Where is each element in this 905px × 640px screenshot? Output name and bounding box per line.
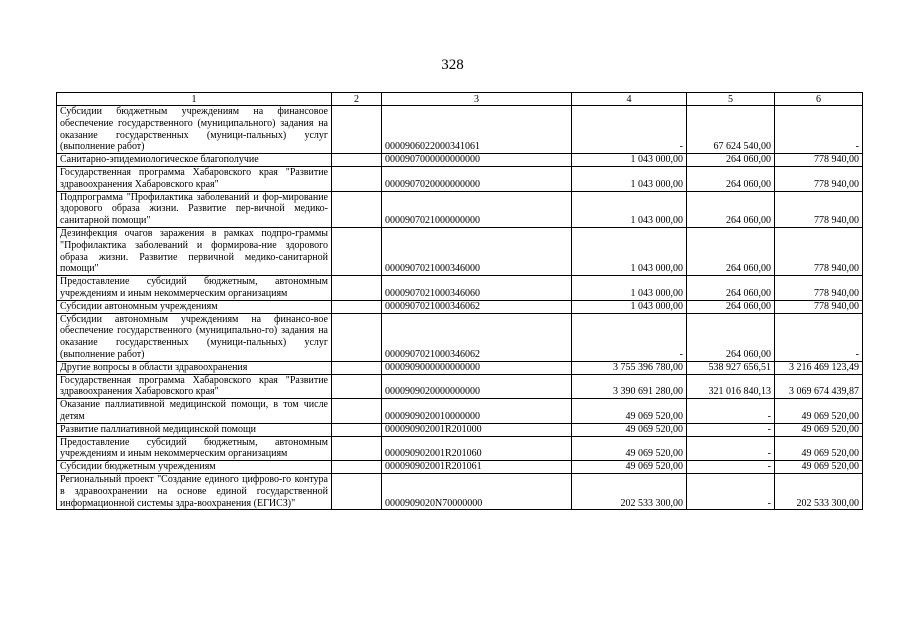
row-col6-value: 202 533 300,00 <box>775 473 863 509</box>
row-code-cell: 000090902001R201061 <box>382 461 572 474</box>
page-number: 328 <box>441 57 464 73</box>
row-col6-value: 778 940,00 <box>775 300 863 313</box>
row-col2-cell <box>332 300 382 313</box>
row-col5-value: - <box>687 461 775 474</box>
row-code-cell: 000090902001R201060 <box>382 436 572 461</box>
table-row <box>57 154 863 167</box>
row-col4-value: 202 533 300,00 <box>572 473 687 509</box>
row-col5-value: 264 060,00 <box>687 154 775 167</box>
row-col4-value: - <box>572 106 687 154</box>
row-name-cell: Региональный проект "Создание единого цифрово-го контура в здравоохранении на основе единой государственной информационной системы здра-воохранения (ЕГИСЗ)" <box>57 473 332 509</box>
row-col2-cell <box>332 399 382 424</box>
row-col6-value: 778 940,00 <box>775 276 863 301</box>
row-col2-cell <box>332 361 382 374</box>
row-col6-value: 49 069 520,00 <box>775 423 863 436</box>
row-col4-value: 49 069 520,00 <box>572 423 687 436</box>
row-col6-value: 778 940,00 <box>775 191 863 227</box>
table-row <box>57 423 863 436</box>
table-row <box>57 313 863 361</box>
row-code-cell: 0000909020000000000 <box>382 374 572 399</box>
row-col5-value: 321 016 840,13 <box>687 374 775 399</box>
row-col4-value: 1 043 000,00 <box>572 166 687 191</box>
row-col6-value: 778 940,00 <box>775 154 863 167</box>
row-col6-value: 778 940,00 <box>775 166 863 191</box>
row-col5-value: 264 060,00 <box>687 227 775 275</box>
row-name-cell: Субсидии автономным учреждениям на финансо-вое обеспечение государственного (муниципально-го) задания на оказание государственных (муници-пальных) услуг (выполнение работ) <box>57 313 332 361</box>
row-col5-value: - <box>687 436 775 461</box>
row-col2-cell <box>332 473 382 509</box>
row-col5-value: 264 060,00 <box>687 166 775 191</box>
row-col6-value: - <box>775 106 863 154</box>
column-header-2: 2 <box>332 93 382 106</box>
row-col2-cell <box>332 191 382 227</box>
row-code-cell: 0000907000000000000 <box>382 154 572 167</box>
row-code-cell: 0000907021000346062 <box>382 313 572 361</box>
row-col5-value: 264 060,00 <box>687 300 775 313</box>
row-code-cell: 0000909020N70000000 <box>382 473 572 509</box>
row-col2-cell <box>332 106 382 154</box>
row-col6-value: 3 069 674 439,87 <box>775 374 863 399</box>
row-name-cell: Предоставление субсидий бюджетным, автономным учреждениям и иным некоммерческим организациям <box>57 276 332 301</box>
column-header-4: 4 <box>572 93 687 106</box>
row-col5-value: - <box>687 423 775 436</box>
row-col4-value: 49 069 520,00 <box>572 436 687 461</box>
row-name-cell: Субсидии автономным учреждениям <box>57 300 332 313</box>
row-name-cell: Подпрограмма "Профилактика заболеваний и фор-мирование здорового образа жизни. Развитие пер-вичной медико-санитарной помощи" <box>57 191 332 227</box>
table-row <box>57 461 863 474</box>
table-row <box>57 276 863 301</box>
row-code-cell: 0000907021000346062 <box>382 300 572 313</box>
row-code-cell: 0000907021000346000 <box>382 227 572 275</box>
row-col5-value: - <box>687 473 775 509</box>
table-row <box>57 473 863 509</box>
table-row <box>57 300 863 313</box>
row-name-cell: Предоставление субсидий бюджетным, автономным учреждениям и иным некоммерческим организациям <box>57 436 332 461</box>
row-col4-value: 49 069 520,00 <box>572 399 687 424</box>
row-col5-value: - <box>687 399 775 424</box>
row-col4-value: 3 755 396 780,00 <box>572 361 687 374</box>
table-row <box>57 106 863 154</box>
table-body <box>57 106 863 510</box>
column-header-5: 5 <box>687 93 775 106</box>
row-col2-cell <box>332 154 382 167</box>
row-col6-value: 49 069 520,00 <box>775 461 863 474</box>
row-name-cell: Другие вопросы в области здравоохранения <box>57 361 332 374</box>
row-col6-value: 49 069 520,00 <box>775 436 863 461</box>
table-row <box>57 191 863 227</box>
row-col2-cell <box>332 166 382 191</box>
row-name-cell: Оказание паллиативной медицинской помощи, в том числе детям <box>57 399 332 424</box>
row-col4-value: 49 069 520,00 <box>572 461 687 474</box>
row-col6-value: 778 940,00 <box>775 227 863 275</box>
row-code-cell: 0000907021000000000 <box>382 191 572 227</box>
row-col4-value: - <box>572 313 687 361</box>
row-code-cell: 0000909020010000000 <box>382 399 572 424</box>
row-col4-value: 1 043 000,00 <box>572 276 687 301</box>
table-row <box>57 227 863 275</box>
row-col4-value: 1 043 000,00 <box>572 154 687 167</box>
row-col2-cell <box>332 227 382 275</box>
column-header-6: 6 <box>775 93 863 106</box>
table-row <box>57 436 863 461</box>
row-col2-cell <box>332 436 382 461</box>
budget-table <box>56 92 863 510</box>
row-col4-value: 1 043 000,00 <box>572 227 687 275</box>
row-col4-value: 1 043 000,00 <box>572 191 687 227</box>
row-col2-cell <box>332 313 382 361</box>
row-name-cell: Развитие паллиативной медицинской помощи <box>57 423 332 436</box>
table-header-row <box>57 93 863 106</box>
row-name-cell: Дезинфекция очагов заражения в рамках подпро-граммы "Профилактика заболеваний и формирова-ние здорового образа жизни. Развитие первичной медико-санитарной помощи" <box>57 227 332 275</box>
row-code-cell: 0000906022000341061 <box>382 106 572 154</box>
row-name-cell: Санитарно-эпидемиологическое благополучие <box>57 154 332 167</box>
row-col4-value: 1 043 000,00 <box>572 300 687 313</box>
row-name-cell: Государственная программа Хабаровского края "Развитие здравоохранения Хабаровского края" <box>57 166 332 191</box>
column-header-1: 1 <box>57 93 332 106</box>
row-code-cell: 0000907020000000000 <box>382 166 572 191</box>
row-col2-cell <box>332 276 382 301</box>
row-code-cell: 0000907021000346060 <box>382 276 572 301</box>
row-name-cell: Субсидии бюджетным учреждениям на финансовое обеспечение государственного (муниципального) задания на оказание государственных (муници-пальных) услуг (выполнение работ) <box>57 106 332 154</box>
table-row <box>57 166 863 191</box>
row-col2-cell <box>332 374 382 399</box>
row-col6-value: 3 216 469 123,49 <box>775 361 863 374</box>
row-col5-value: 264 060,00 <box>687 276 775 301</box>
row-name-cell: Государственная программа Хабаровского края "Развитие здравоохранения Хабаровского края" <box>57 374 332 399</box>
row-col6-value: - <box>775 313 863 361</box>
row-col2-cell <box>332 461 382 474</box>
row-col5-value: 264 060,00 <box>687 313 775 361</box>
row-col5-value: 67 624 540,00 <box>687 106 775 154</box>
row-col5-value: 264 060,00 <box>687 191 775 227</box>
row-col4-value: 3 390 691 280,00 <box>572 374 687 399</box>
row-col6-value: 49 069 520,00 <box>775 399 863 424</box>
row-code-cell: 0000909000000000000 <box>382 361 572 374</box>
column-header-3: 3 <box>382 93 572 106</box>
row-col2-cell <box>332 423 382 436</box>
row-name-cell: Субсидии бюджетным учреждениям <box>57 461 332 474</box>
table-row <box>57 399 863 424</box>
row-col5-value: 538 927 656,51 <box>687 361 775 374</box>
row-code-cell: 000090902001R201000 <box>382 423 572 436</box>
table-row <box>57 374 863 399</box>
table-row <box>57 361 863 374</box>
